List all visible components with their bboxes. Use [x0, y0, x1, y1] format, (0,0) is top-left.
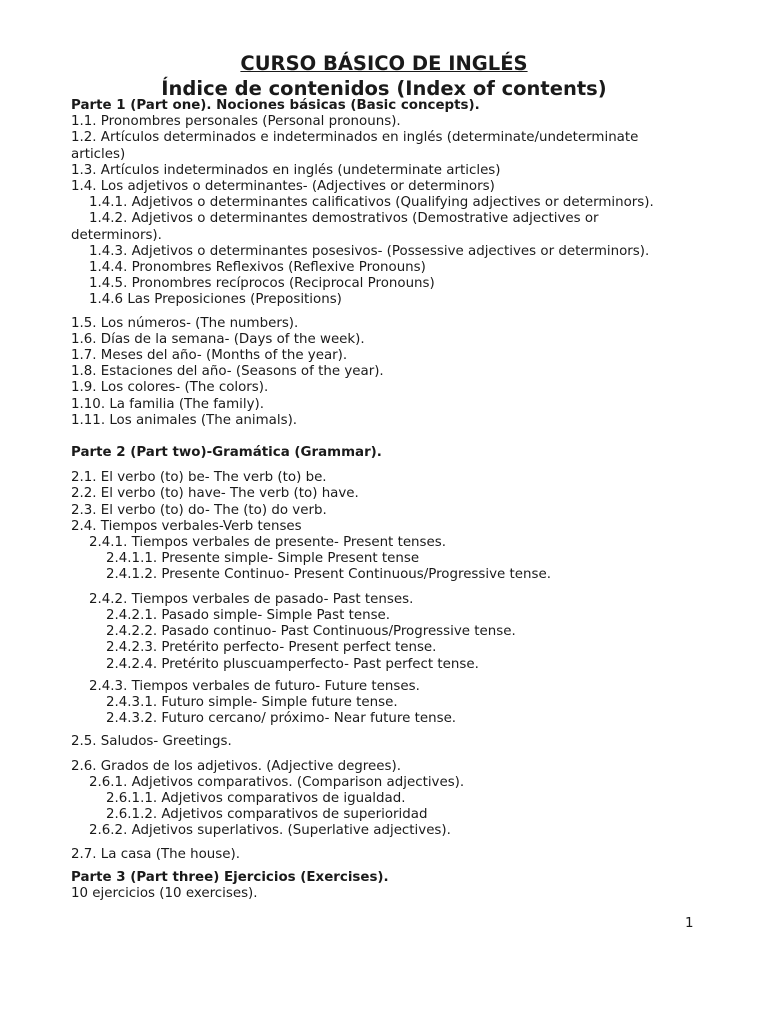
toc-entry: 1.4.5. Pronombres recíprocos (Reciprocal Pronouns) [89, 276, 435, 292]
toc-entry: 1.4.4. Pronombres Reflexivos (Reflexive Pronouns) [89, 260, 426, 276]
toc-entry: 1.9. Los colores- (The colors). [71, 380, 269, 396]
toc-entry: 2.2. El verbo (to) have- The verb (to) have. [71, 486, 359, 502]
document-subtitle: Índice de contenidos (Index of contents) [161, 77, 607, 100]
page-number: 1 [685, 916, 694, 931]
toc-entry: 2.6.2. Adjetivos superlativos. (Superlative adjectives). [89, 823, 451, 839]
toc-entry: 2.4.2.4. Pretérito pluscuamperfecto- Past perfect tense. [106, 656, 479, 672]
toc-section-heading: Parte 1 (Part one). Nociones básicas (Basic concepts). [71, 98, 480, 113]
toc-entry: 2.3. El verbo (to) do- The (to) do verb. [71, 502, 327, 518]
document-title: CURSO BÁSICO DE INGLÉS [240, 52, 528, 75]
toc-entry: 1.11. Los animales (The animals). [71, 412, 298, 428]
toc-entry: 1.4. Los adjetivos o determinantes- (Adjectives or determinors) [71, 179, 495, 195]
toc-entry: 2.4.2.3. Pretérito perfecto- Present perfect tense. [106, 640, 437, 656]
toc-entry: 2.6. Grados de los adjetivos. (Adjective degrees). [71, 758, 401, 774]
toc-entry: 2.4.1. Tiempos verbales de presente- Present tenses. [89, 535, 446, 551]
toc-entry: 2.4.3.1. Futuro simple- Simple future tense. [106, 694, 398, 710]
toc-entry: 1.5. Los números- (The numbers). [71, 315, 299, 331]
toc-entry: 1.8. Estaciones del año- (Seasons of the year). [71, 364, 384, 380]
toc-entry: 2.4.2.2. Pasado continuo- Past Continuous/Progressive tense. [106, 624, 516, 640]
toc-entry: 1.10. La familia (The family). [71, 396, 265, 412]
toc-entry: 2.4. Tiempos verbales-Verb tenses [71, 518, 302, 534]
toc-entry: 2.4.3.2. Futuro cercano/ próximo- Near future tense. [106, 711, 457, 727]
toc-entry: 1.4.1. Adjetivos o determinantes calificativos (Qualifying adjectives or determinors). [89, 195, 654, 211]
toc-entry: 1.4.2. Adjetivos o determinantes demostrativos (Demostrative adjectives or determinors). [71, 211, 599, 243]
toc-entry: 2.4.1.2. Presente Continuo- Present Continuous/Progressive tense. [106, 567, 551, 583]
toc-entry: 1.3. Artículos indeterminados en inglés (undeterminate articles) [71, 162, 501, 178]
toc-entry: 1.7. Meses del año- (Months of the year). [71, 348, 348, 364]
toc-entry: 2.4.2. Tiempos verbales de pasado- Past tenses. [89, 591, 414, 607]
toc-entry: 10 ejercicios (10 exercises). [71, 885, 258, 901]
toc-entry: 2.6.1.2. Adjetivos comparativos de superioridad [106, 807, 428, 823]
toc-entry: 1.4.6 Las Preposiciones (Prepositions) [89, 292, 342, 308]
toc-entry: 2.1. El verbo (to) be- The verb (to) be. [71, 470, 327, 486]
toc-entry: 2.6.1. Adjetivos comparativos. (Comparison adjectives). [89, 774, 465, 790]
toc-entry: 1.1. Pronombres personales (Personal pronouns). [71, 114, 401, 130]
toc-entry: 2.4.2.1. Pasado simple- Simple Past tense. [106, 607, 391, 623]
table-of-contents [71, 98, 691, 902]
toc-entry: 2.5. Saludos- Greetings. [71, 734, 232, 750]
toc-section-heading: Parte 2 (Part two)-Gramática (Grammar). [71, 445, 382, 461]
toc-entry: 2.4.1.1. Presente simple- Simple Present tense [106, 551, 420, 567]
toc-entry: 2.7. La casa (The house). [71, 846, 240, 862]
toc-section-heading: Parte 3 (Part three) Ejercicios (Exercises). [71, 869, 389, 885]
toc-entry: 2.6.1.1. Adjetivos comparativos de igualdad. [106, 790, 406, 806]
toc-entry: 1.6. Días de la semana- (Days of the week). [71, 331, 365, 347]
toc-entry: 2.4.3. Tiempos verbales de futuro- Future tenses. [89, 678, 420, 694]
toc-entry: 1.2. Artículos determinados e indeterminados en inglés (determinate/undeterminate articles) [71, 130, 639, 162]
toc-entry: 1.4.3. Adjetivos o determinantes posesivos- (Possessive adjectives or determinors). [89, 243, 650, 259]
